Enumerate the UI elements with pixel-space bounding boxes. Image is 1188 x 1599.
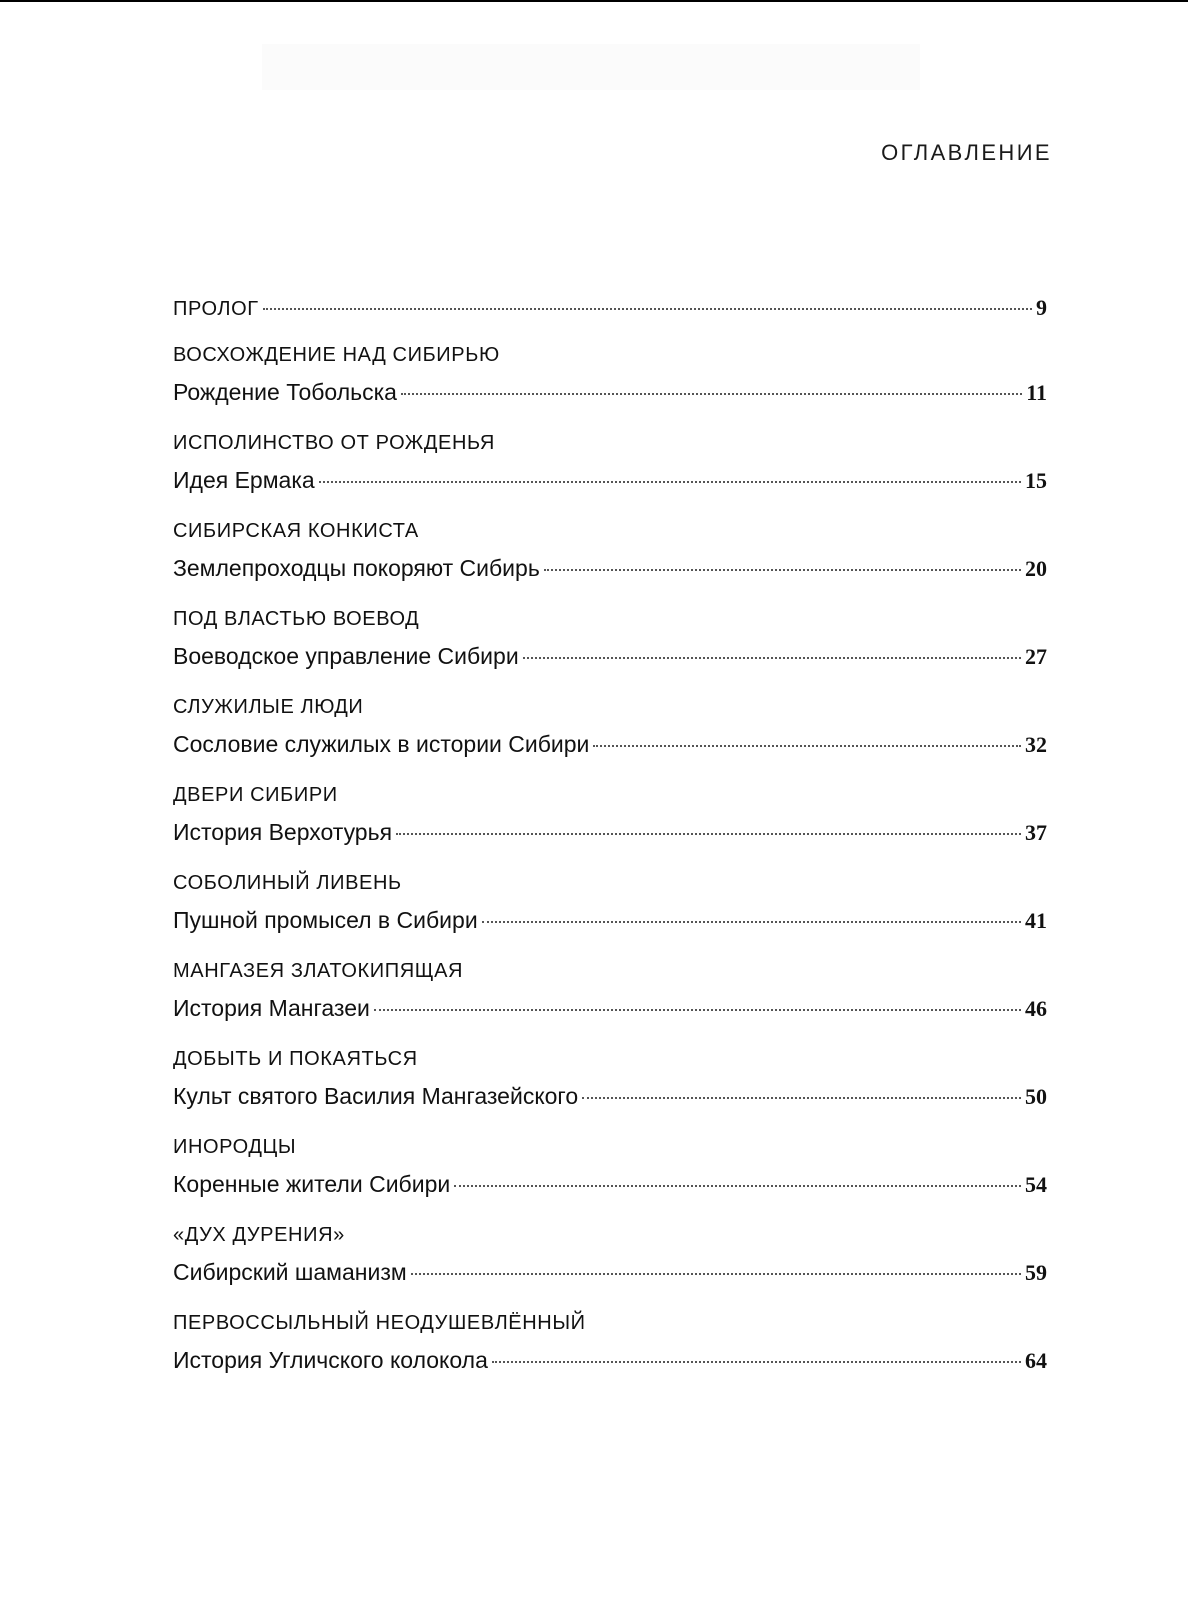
entry-title: ПРОЛОГ [173, 298, 259, 320]
toc-section [173, 1310, 1047, 1378]
entry-title: Коренные жители Сибири [173, 1171, 451, 1197]
page-number: 37 [1025, 820, 1047, 845]
section-heading: СИБИРСКАЯ КОНКИСТА [173, 520, 419, 542]
section-heading: ДОБЫТЬ И ПОКАЯТЬСЯ [173, 1048, 418, 1070]
toc-entry[interactable] [173, 990, 1047, 1026]
page-number: 27 [1025, 644, 1047, 669]
section-heading: ИНОРОДЦЫ [173, 1136, 297, 1158]
dot-leader [374, 1009, 1021, 1011]
section-heading: ИСПОЛИНСТВО ОТ РОЖДЕНЬЯ [173, 432, 495, 454]
toc-entry[interactable] [173, 638, 1047, 674]
dot-leader [544, 569, 1021, 571]
section-heading: «ДУХ ДУРЕНИЯ» [173, 1224, 345, 1246]
entry-title: Идея Ермака [173, 467, 315, 493]
entry-title: История Угличского колокола [173, 1347, 488, 1373]
section-heading: ДВЕРИ СИБИРИ [173, 784, 338, 806]
dot-leader [492, 1361, 1021, 1363]
page-number: 20 [1025, 556, 1047, 581]
section-heading: ВОСХОЖДЕНИЕ НАД СИБИРЬЮ [173, 344, 500, 366]
toc-section [173, 694, 1047, 762]
page-number: 32 [1025, 732, 1047, 757]
toc-entry[interactable] [173, 1254, 1047, 1290]
toc-section [173, 518, 1047, 586]
section-heading: СЛУЖИЛЫЕ ЛЮДИ [173, 696, 364, 718]
toc-section [173, 342, 1047, 410]
page-number: 15 [1025, 468, 1047, 493]
top-border [0, 0, 1188, 2]
toc-entry[interactable] [173, 902, 1047, 938]
dot-leader [263, 308, 1032, 310]
entry-title: Землепроходцы покоряют Сибирь [173, 555, 540, 581]
entry-title: История Верхотурья [173, 819, 393, 845]
toc-entry[interactable] [173, 374, 1047, 410]
dot-leader [454, 1185, 1021, 1187]
toc-entry[interactable] [173, 1166, 1047, 1202]
entry-title: Воеводское управление Сибири [173, 643, 519, 669]
toc-entry[interactable] [173, 462, 1047, 498]
page-number: 46 [1025, 996, 1047, 1021]
dot-leader [319, 481, 1021, 483]
page-number: 54 [1025, 1172, 1047, 1197]
entry-title: Сословие служилых в истории Сибири [173, 731, 590, 757]
entry-title: История Мангазеи [173, 995, 370, 1021]
toc-section [173, 606, 1047, 674]
toc-entry-prologue[interactable] [173, 290, 1047, 326]
page-number: 41 [1025, 908, 1047, 933]
dot-leader [396, 833, 1021, 835]
section-heading: ПОД ВЛАСТЬЮ ВОЕВОД [173, 608, 420, 630]
section-heading: ПЕРВОССЫЛЬНЫЙ НЕОДУШЕВЛЁННЫЙ [173, 1312, 586, 1334]
entry-title: Рождение Тобольска [173, 379, 397, 405]
dot-leader [593, 745, 1021, 747]
dot-leader [482, 921, 1021, 923]
toc-section [173, 1222, 1047, 1290]
toc-entry[interactable] [173, 1078, 1047, 1114]
page-number: 11 [1026, 380, 1047, 405]
table-of-contents [173, 290, 1047, 1378]
toc-section [173, 870, 1047, 938]
dot-leader [582, 1097, 1021, 1099]
page-title: ОГЛАВЛЕНИЕ [881, 140, 1052, 165]
page-number: 50 [1025, 1084, 1047, 1109]
toc-entry[interactable] [173, 814, 1047, 850]
page-number: 59 [1025, 1260, 1047, 1285]
header-band [262, 44, 920, 90]
section-heading: СОБОЛИНЫЙ ЛИВЕНЬ [173, 872, 402, 894]
toc-section [173, 782, 1047, 850]
dot-leader [523, 657, 1021, 659]
toc-entry[interactable] [173, 550, 1047, 586]
entry-title: Сибирский шаманизм [173, 1259, 407, 1285]
toc-section [173, 430, 1047, 498]
dot-leader [401, 393, 1022, 395]
toc-section [173, 1046, 1047, 1114]
section-heading: МАНГАЗЕЯ ЗЛАТОКИПЯЩАЯ [173, 960, 464, 982]
dot-leader [411, 1273, 1021, 1275]
entry-title: Культ святого Василия Мангазейского [173, 1083, 579, 1109]
page-number: 9 [1036, 295, 1047, 320]
entry-title: Пушной промысел в Сибири [173, 907, 478, 933]
toc-section [173, 1134, 1047, 1202]
page-number: 64 [1025, 1348, 1047, 1373]
toc-entry[interactable] [173, 726, 1047, 762]
toc-entry[interactable] [173, 1342, 1047, 1378]
toc-section [173, 958, 1047, 1026]
